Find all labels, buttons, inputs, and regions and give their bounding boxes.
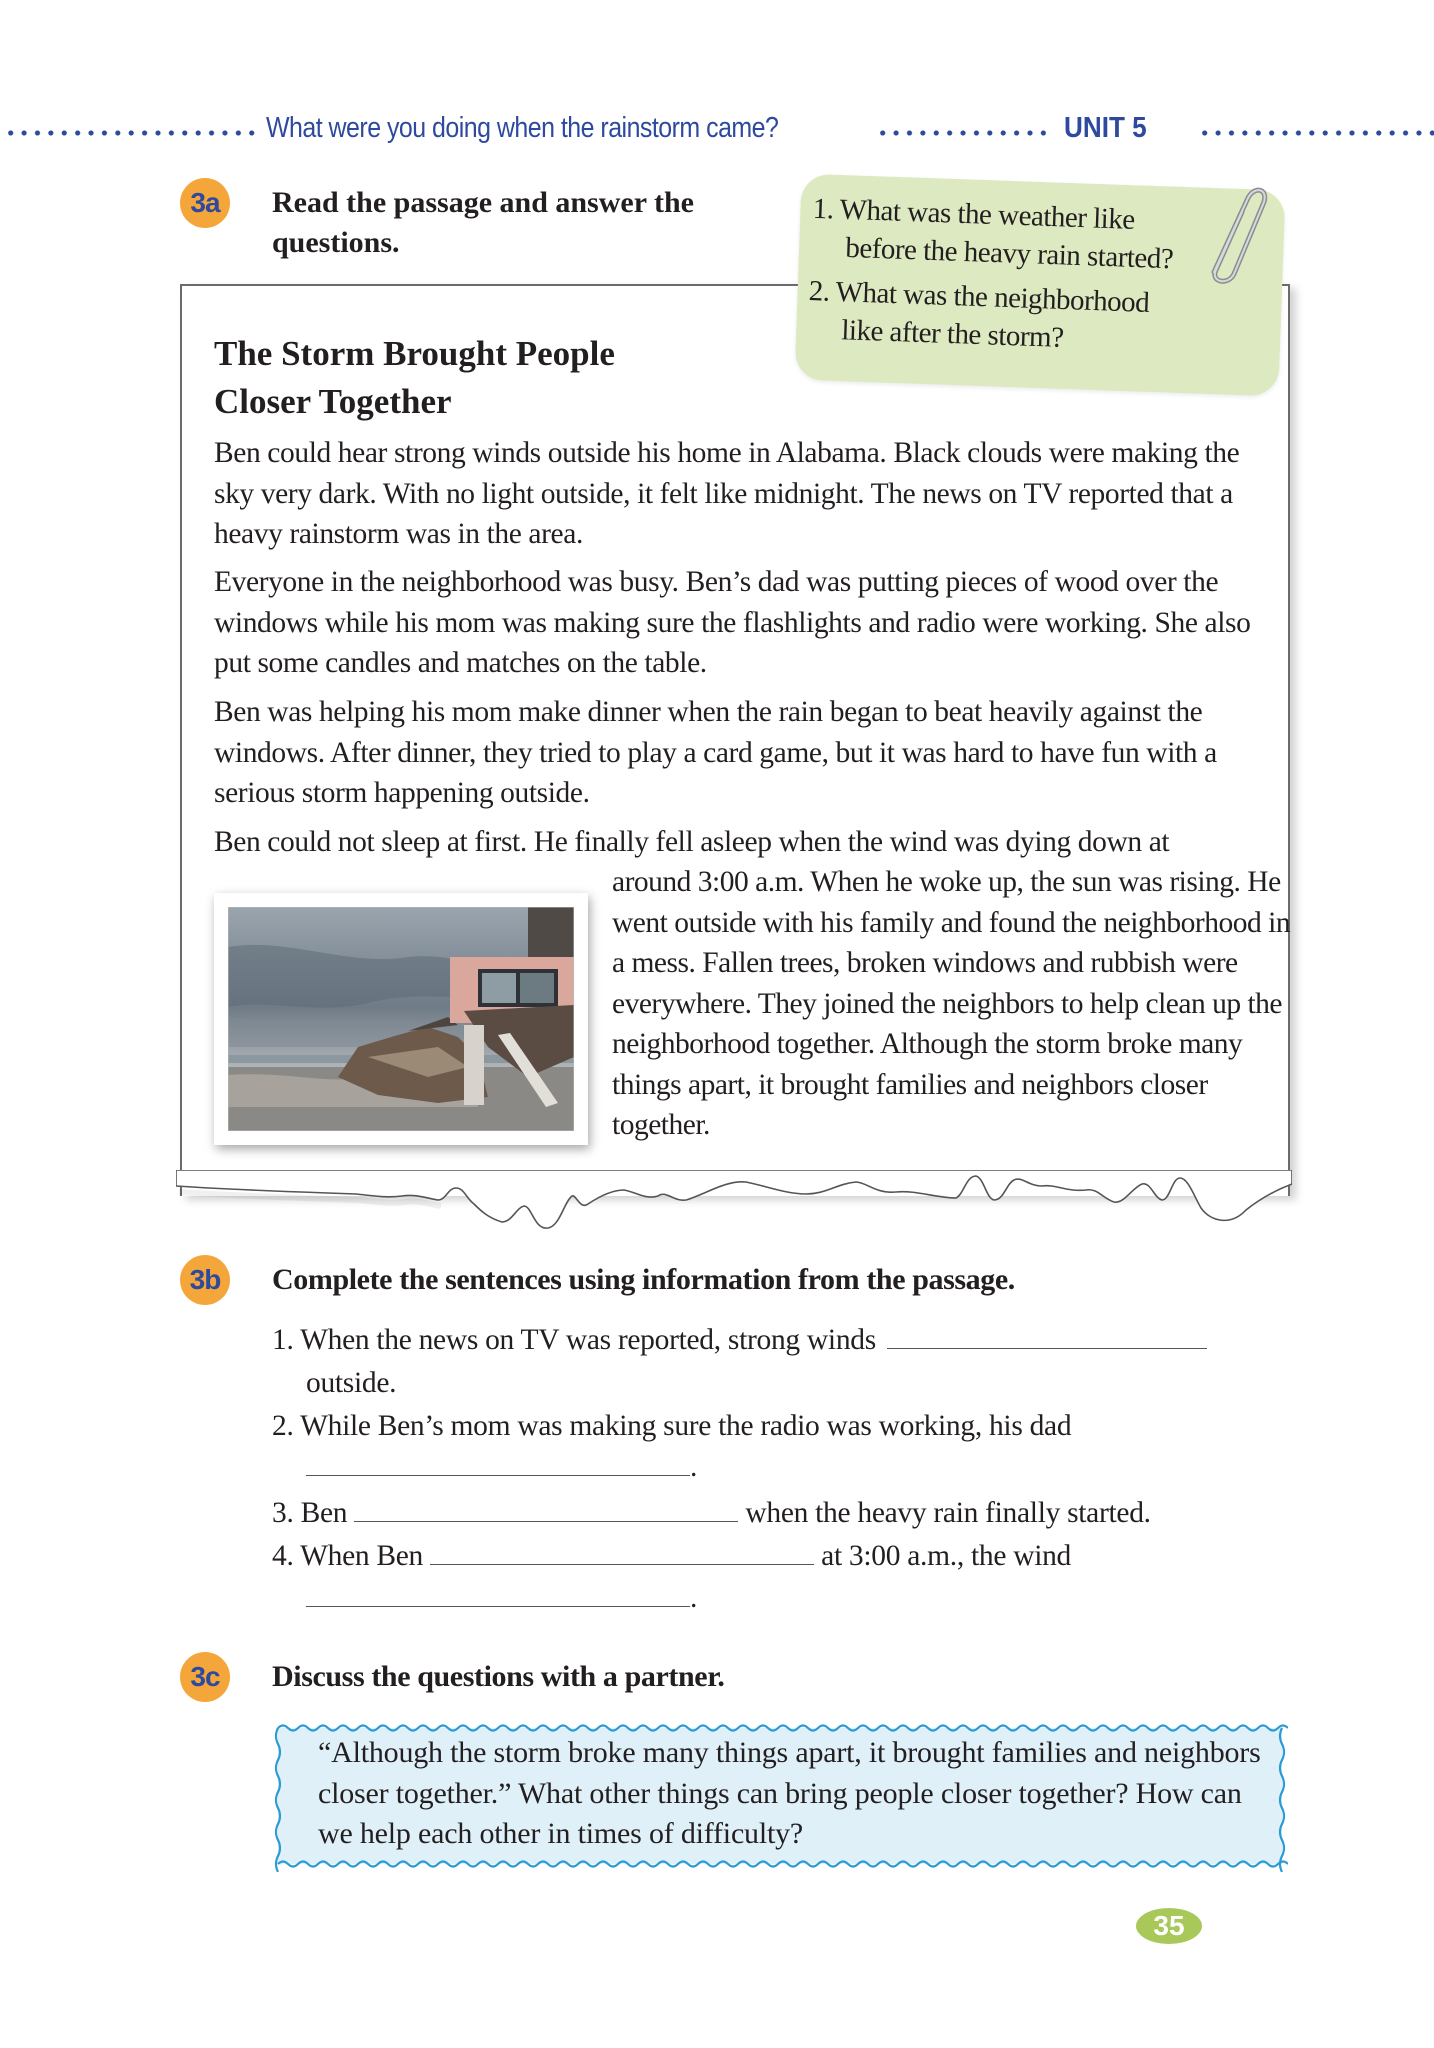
item-number: 3. <box>272 1497 294 1529</box>
passage-paragraph-2 <box>214 562 1274 684</box>
question-text: What was the neighborhood <box>835 276 1150 319</box>
passage-title-line: The Storm Brought People <box>214 334 615 373</box>
answer-blank-4b[interactable] <box>306 1605 690 1607</box>
torn-paper-edge <box>176 1170 1292 1250</box>
instruction-line: Read the passage and answer the <box>272 186 694 219</box>
dotted-divider <box>1198 130 1434 136</box>
paragraph-text: around 3:00 a.m. When he woke up, the sun was rising. He went outside with his family and found the neighborhood in a mess. Fallen trees, broken windows and rubbish were everywhere. They joined the neighbors to help clean up the neighborhood together. Although the storm broke many things apart, it brought families and neighbors closer together. <box>612 866 1291 1141</box>
storm-damage-image <box>228 907 574 1131</box>
section-badge-3b: 3b <box>180 1255 230 1305</box>
question-number: 1. <box>812 192 835 226</box>
note-question-2 <box>807 272 1150 360</box>
section-3c-instruction: Discuss the questions with a partner. <box>272 1660 725 1693</box>
exercise-item-4-blank-line <box>306 1578 697 1618</box>
section-3a-instruction <box>272 183 694 263</box>
passage-paragraph-1 <box>214 433 1274 555</box>
item-text: Ben <box>300 1497 348 1529</box>
dotted-divider <box>4 130 262 136</box>
passage-paragraph-3 <box>214 692 1274 814</box>
item-text: While Ben’s mom was making sure the radio was working, his dad <box>300 1410 1072 1442</box>
page-number: 35 <box>1136 1908 1202 1944</box>
item-number: 2. <box>272 1410 294 1442</box>
dotted-divider <box>876 130 1046 136</box>
answer-blank-2[interactable] <box>306 1474 690 1476</box>
item-text: When Ben <box>300 1540 424 1572</box>
unit-label: UNIT 5 <box>1064 112 1147 144</box>
answer-blank-1[interactable] <box>887 1347 1207 1349</box>
instruction-line: questions. <box>272 226 400 259</box>
question-text: like after the storm? <box>840 314 1065 354</box>
paragraph-text: Everyone in the neighborhood was busy. Ben’s dad was putting pieces of wood over the windows while his mom was making sure the flashlights and radio were working. She also put some candles and matches on the table. <box>214 566 1251 679</box>
item-text: When the news on TV was reported, strong winds <box>300 1324 876 1356</box>
answer-blank-4a[interactable] <box>430 1563 814 1565</box>
paragraph-text: Ben could not sleep at first. He finally fell asleep when the wind was dying down at <box>214 826 1170 858</box>
section-badge-3a: 3a <box>180 178 230 228</box>
note-question-1 <box>811 190 1175 279</box>
item-text: . <box>690 1451 698 1483</box>
section-3b-instruction: Complete the sentences using information from the passage. <box>272 1263 1015 1296</box>
lesson-title: What were you doing when the rainstorm came? <box>266 112 779 144</box>
exercise-item-2-blank-line <box>306 1447 697 1487</box>
paragraph-text: Ben was helping his mom make dinner when the rain began to beat heavily against the windows. After dinner, they tried to play a card game, but it was hard to have fun with a serious storm happening outside. <box>214 696 1217 809</box>
exercise-item-2 <box>272 1406 1071 1446</box>
answer-blank-3[interactable] <box>354 1520 738 1522</box>
item-number: 1. <box>272 1324 294 1356</box>
item-text: at 3:00 a.m., the wind <box>821 1540 1072 1572</box>
question-text: What was the weather like <box>839 193 1136 236</box>
item-text: . <box>690 1582 698 1614</box>
passage-title-line: Closer Together <box>214 382 452 421</box>
discussion-prompt: “Although the storm broke many things apart, it brought families and neighbors closer together.” What other things can bring people closer together? How can we help each other in times of difficulty? <box>318 1736 1261 1850</box>
exercise-item-1 <box>272 1320 1207 1360</box>
paperclip-icon <box>1196 178 1268 288</box>
storm-damage-photo-frame <box>214 893 588 1145</box>
exercise-item-3 <box>272 1493 1151 1533</box>
item-text: when the heavy rain finally started. <box>745 1497 1151 1529</box>
paragraph-text: Ben could hear strong winds outside his home in Alabama. Black clouds were making the sky very dark. With no light outside, it felt like midnight. The news on TV reported that a heavy rainstorm was in the area. <box>214 437 1240 550</box>
question-number: 2. <box>808 275 831 308</box>
passage-title <box>214 330 615 426</box>
section-badge-3c: 3c <box>180 1652 230 1702</box>
exercise-item-4 <box>272 1536 1071 1576</box>
passage-paragraph-4-wrapped <box>612 862 1292 1146</box>
running-header <box>0 112 1434 152</box>
item-number: 4. <box>272 1540 294 1572</box>
storm-damage-photo <box>228 907 574 1131</box>
passage-paragraph-4-first-line <box>214 822 1274 863</box>
question-text: before the heavy rain started? <box>844 231 1174 276</box>
item-text: outside. <box>306 1367 397 1399</box>
